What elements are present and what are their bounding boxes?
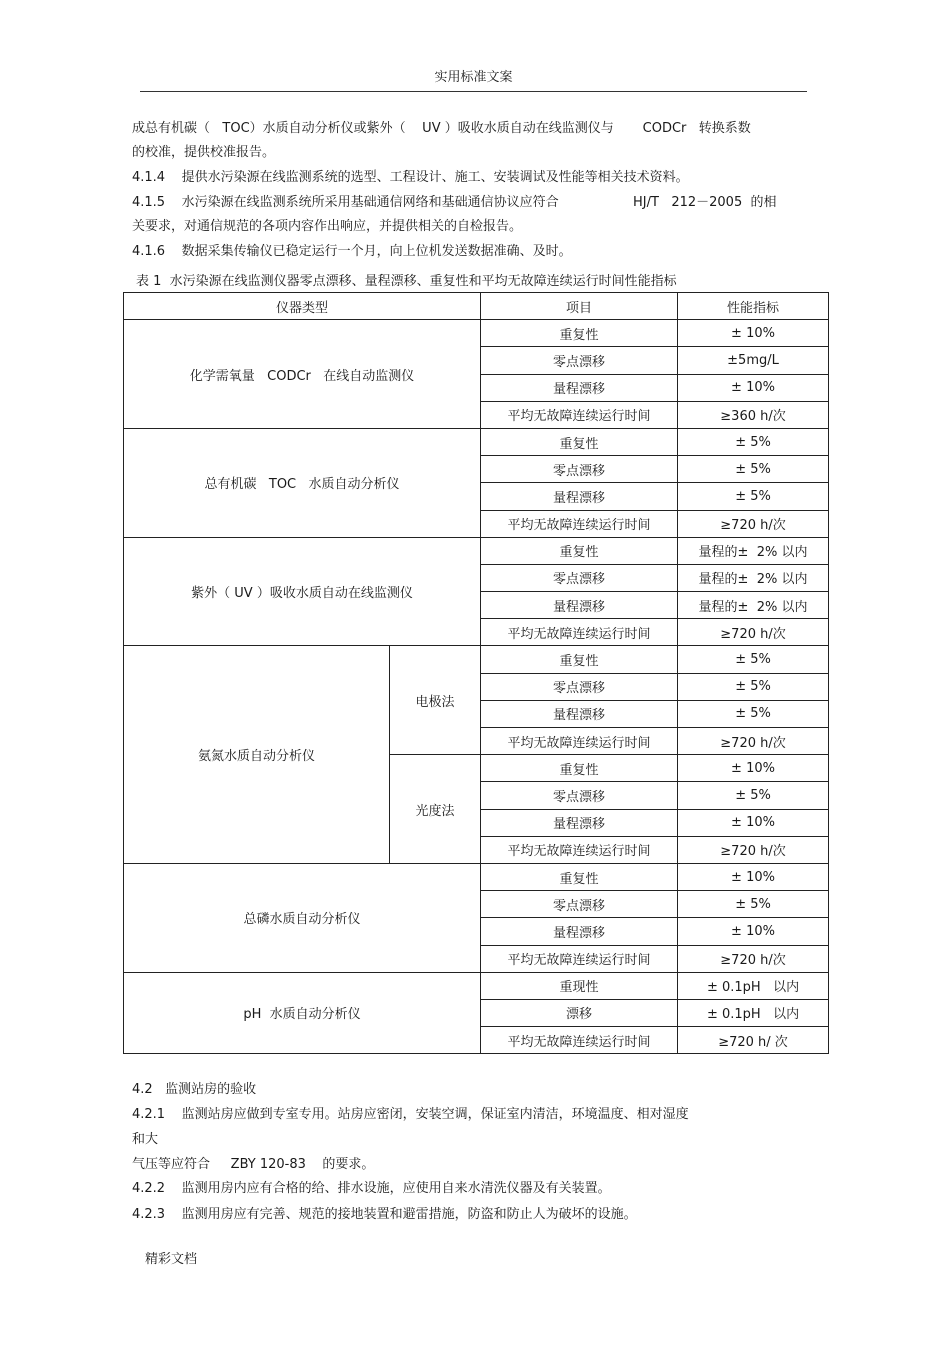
table-row: [124, 320, 829, 347]
performance-table: [123, 292, 829, 1054]
value-cell: 量程的± 2% 以内: [678, 592, 829, 619]
table-row: [124, 863, 829, 890]
table-row: [124, 972, 829, 999]
value-cell: ≥720 h/次: [678, 728, 829, 755]
item-cell: 量程漂移: [481, 374, 678, 401]
value-cell: ± 10%: [678, 809, 829, 836]
value-cell: ± 5%: [678, 673, 829, 700]
table-row: [124, 646, 829, 673]
value-cell: ≥720 h/ 次: [678, 1027, 829, 1054]
item-cell: 零点漂移: [481, 456, 678, 483]
value-cell: ≥720 h/次: [678, 945, 829, 972]
header-item: 项目: [481, 293, 678, 320]
item-cell: 平均无故障连续运行时间: [481, 619, 678, 646]
item-cell: 零点漂移: [481, 347, 678, 374]
item-cell: 平均无故障连续运行时间: [481, 728, 678, 755]
item-cell: 重复性: [481, 646, 678, 673]
table-row: [124, 537, 829, 564]
paragraph-line: 关要求，对通信规范的各项内容作出响应，并提供相关的自检报告。: [132, 219, 523, 234]
item-cell: 零点漂移: [481, 782, 678, 809]
item-cell: 平均无故障连续运行时间: [481, 836, 678, 863]
instrument-type-cell: 氨氮水质自动分析仪: [124, 646, 390, 864]
item-cell: 量程漂移: [481, 483, 678, 510]
table-caption: 表 1 水污染源在线监测仪器零点漂移、量程漂移、重复性和平均无故障连续运行时间性能指标: [136, 274, 677, 289]
item-cell: 平均无故障连续运行时间: [481, 510, 678, 537]
value-cell: ± 5%: [678, 782, 829, 809]
value-cell: ± 5%: [678, 891, 829, 918]
value-cell: ≥720 h/次: [678, 836, 829, 863]
value-cell: ± 5%: [678, 428, 829, 455]
method-cell: 光度法: [390, 755, 481, 864]
paragraph-line: 4.1.4 提供水污染源在线监测系统的选型、工程设计、施工、安装调试及性能等相关技术资料。: [132, 170, 689, 185]
paragraph-line: 气压等应符合 ZBY 120-83 的要求。: [132, 1157, 375, 1172]
table-row: [124, 293, 829, 320]
instrument-type-cell: 紫外（ UV ）吸收水质自动在线监测仪: [124, 537, 481, 646]
item-cell: 平均无故障连续运行时间: [481, 945, 678, 972]
instrument-type-cell: 总磷水质自动分析仪: [124, 863, 481, 972]
item-cell: 量程漂移: [481, 918, 678, 945]
item-cell: 重复性: [481, 320, 678, 347]
value-cell: ± 0.1pH 以内: [678, 972, 829, 999]
value-cell: ± 5%: [678, 483, 829, 510]
paragraph-line: 4.1.6 数据采集传输仪已稳定运行一个月，向上位机发送数据准确、及时。: [132, 244, 572, 259]
value-cell: 量程的± 2% 以内: [678, 537, 829, 564]
header-rule: [140, 91, 807, 92]
item-cell: 重现性: [481, 972, 678, 999]
value-cell: ≥360 h/次: [678, 401, 829, 428]
value-cell: ≥720 h/次: [678, 619, 829, 646]
item-cell: 零点漂移: [481, 673, 678, 700]
paragraph-line: 4.2.2 监测用房内应有合格的给、排水设施，应使用自来水清洗仪器及有关装置。: [132, 1181, 611, 1196]
value-cell: ±5mg/L: [678, 347, 829, 374]
item-cell: 重复性: [481, 863, 678, 890]
item-cell: 平均无故障连续运行时间: [481, 1027, 678, 1054]
value-cell: ± 10%: [678, 755, 829, 782]
paragraph-line: 的校准，提供校准报告。: [132, 145, 276, 160]
instrument-type-cell: 化学需氧量 CODCr 在线自动监测仪: [124, 320, 481, 429]
paragraph-line: 4.2.1 监测站房应做到专室专用。站房应密闭，安装空调，保证室内清洁，环境温度、相对湿度: [132, 1107, 689, 1122]
value-cell: ± 10%: [678, 918, 829, 945]
header-instrument-type: 仪器类型: [124, 293, 481, 320]
value-cell: ± 5%: [678, 456, 829, 483]
paragraph-line: 成总有机碳（ TOC）水质自动分析仪或紫外（ UV ）吸收水质自动在线监测仪与 CODCr 转换系数: [132, 121, 751, 136]
value-cell: ± 10%: [678, 320, 829, 347]
paragraph-line: 和大: [132, 1132, 159, 1147]
value-cell: ± 10%: [678, 863, 829, 890]
value-cell: ± 5%: [678, 646, 829, 673]
header-performance: 性能指标: [678, 293, 829, 320]
item-cell: 漂移: [481, 999, 678, 1026]
item-cell: 零点漂移: [481, 564, 678, 591]
item-cell: 零点漂移: [481, 891, 678, 918]
item-cell: 量程漂移: [481, 700, 678, 727]
page-footer-text: 精彩文档: [145, 1252, 198, 1267]
paragraph-line: 4.1.5 水污染源在线监测系统所采用基础通信网络和基础通信协议应符合 HJ/T 212－2005 的相: [132, 195, 777, 210]
item-cell: 重复性: [481, 755, 678, 782]
value-cell: ± 0.1pH 以内: [678, 999, 829, 1026]
instrument-type-cell: 总有机碳 TOC 水质自动分析仪: [124, 428, 481, 537]
instrument-type-cell: pH 水质自动分析仪: [124, 972, 481, 1054]
paragraph-line: 4.2.3 监测用房应有完善、规范的接地装置和避雷措施，防盗和防止人为破坏的设施。: [132, 1207, 637, 1222]
value-cell: ± 5%: [678, 700, 829, 727]
item-cell: 平均无故障连续运行时间: [481, 401, 678, 428]
value-cell: 量程的± 2% 以内: [678, 564, 829, 591]
page-header-title: 实用标准文案: [434, 70, 513, 85]
item-cell: 量程漂移: [481, 592, 678, 619]
table-row: [124, 428, 829, 455]
item-cell: 重复性: [481, 428, 678, 455]
value-cell: ± 10%: [678, 374, 829, 401]
paragraph-line: 4.2 监测站房的验收: [132, 1082, 257, 1097]
item-cell: 量程漂移: [481, 809, 678, 836]
value-cell: ≥720 h/次: [678, 510, 829, 537]
method-cell: 电极法: [390, 646, 481, 755]
item-cell: 重复性: [481, 537, 678, 564]
